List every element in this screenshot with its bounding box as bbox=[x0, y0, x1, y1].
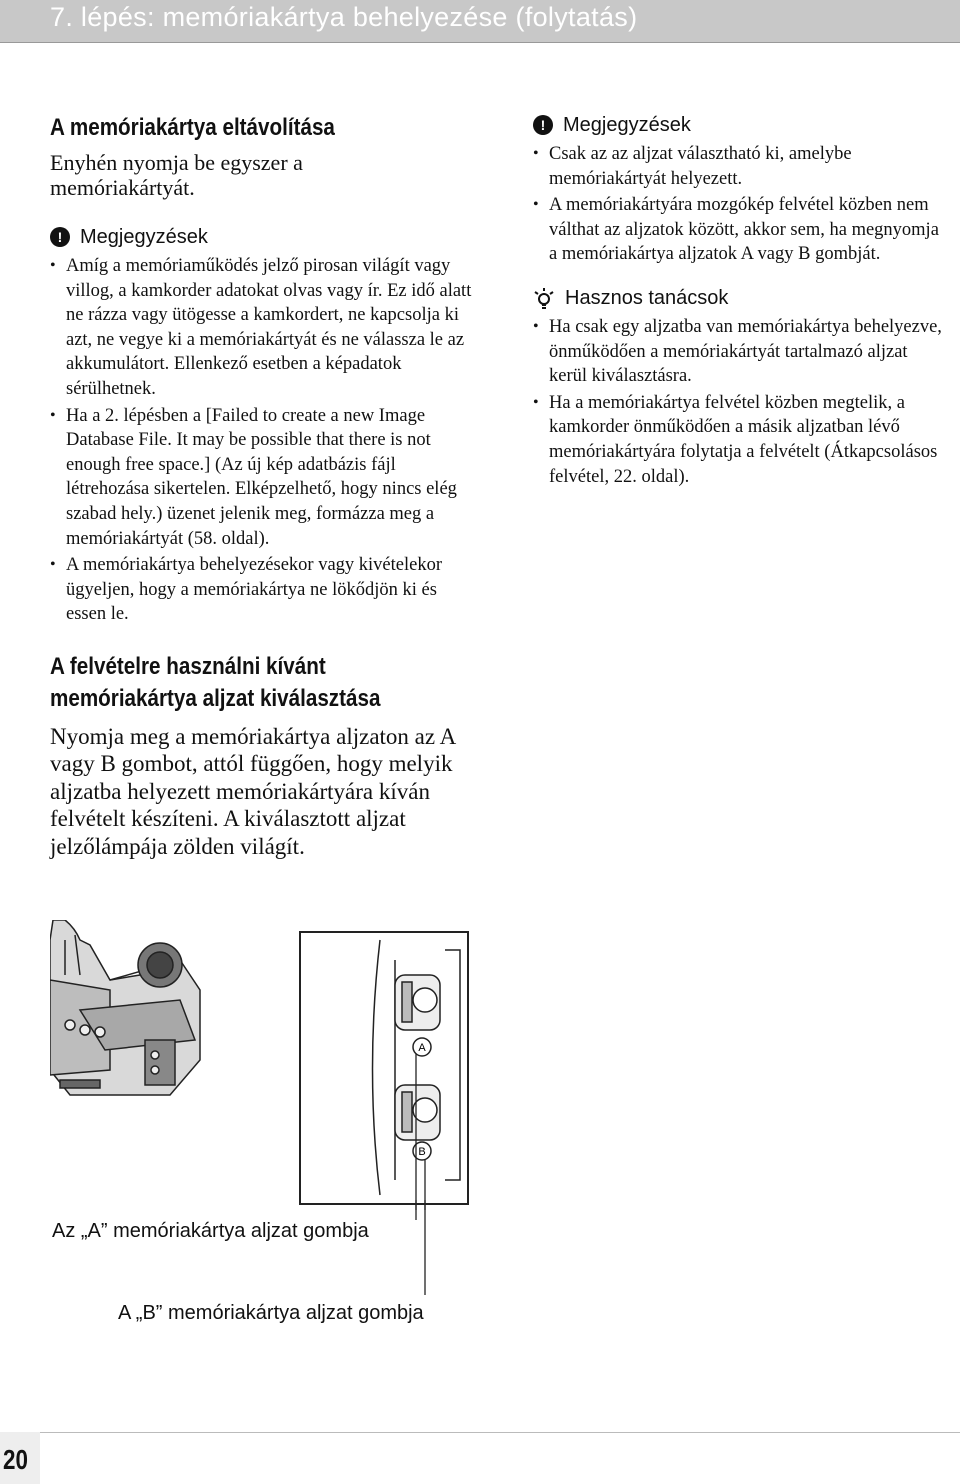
caption-slot-a: Az „A” memóriakártya aljzat gombja bbox=[52, 1220, 369, 1242]
warning-icon: ! bbox=[533, 115, 553, 135]
section-title-removal: A memóriakártya eltávolítása bbox=[50, 114, 335, 141]
notes-title-left: Megjegyzések bbox=[80, 226, 208, 248]
section-title-line: memóriakártya aljzat kiválasztása bbox=[50, 684, 381, 712]
list-item: • Csak az az aljzat választható ki, amelybe memóriakártyát helyezett. bbox=[533, 142, 948, 191]
notes-title-right: Megjegyzések bbox=[563, 114, 691, 136]
camcorder-illustration bbox=[50, 920, 475, 1210]
notes-heading-right bbox=[533, 112, 948, 138]
leader-extension bbox=[400, 1200, 440, 1300]
section-title-line: A felvételre használni kívánt bbox=[50, 652, 326, 680]
list-item: • Ha a 2. lépésben a [Failed to create a new Image Database File. It may be possible that there is not enough free space.] (Az új kép adatbázis fájl létrehozása sikertelen. Elképzelhető, hogy nincs elég szabad hely.) üzenet jelenik meg, formázza meg a memóriakártyát (58. oldal). bbox=[50, 404, 475, 552]
list-item: • Ha csak egy aljzatba van memóriakártya behelyezve, önműködően a memóriakártyát tartalmazó aljzat kerül kiválasztásra. bbox=[533, 315, 948, 389]
left-column bbox=[50, 112, 490, 860]
notes-list-right bbox=[533, 142, 948, 267]
header-rule bbox=[0, 42, 960, 43]
notes-heading-left bbox=[50, 224, 490, 250]
zoom-frame bbox=[300, 932, 468, 1204]
caption-slot-b: A „B” memóriakártya aljzat gombja bbox=[118, 1302, 424, 1324]
tips-heading bbox=[533, 285, 948, 311]
list-item: • A memóriakártya behelyezésekor vagy kivételekor ügyeljen, hogy a memóriakártya ne lökődjön ki és essen le. bbox=[50, 553, 475, 627]
tips-title: Hasznos tanácsok bbox=[565, 286, 729, 309]
slot-select-text: Nyomja meg a memóriakártya aljzaton az A vagy B gombot, attól függően, hogy melyik aljzatba helyezett memóriakártyára kíván felvételt készíteni. A kiválasztott aljzat jelzőlámpája zölden világít. bbox=[50, 723, 455, 859]
page-header bbox=[0, 0, 960, 42]
notes-list-left bbox=[50, 254, 475, 627]
list-item: • Ha a memóriakártya felvétel közben megtelik, a kamkorder önműködően a másik aljzatban lévő memóriakártyára folytatja a felvételt (Átkapcsolásos felvétel, 22. oldal). bbox=[533, 391, 948, 489]
slot-a-letter: A bbox=[418, 1042, 426, 1054]
section-title-slot-select bbox=[50, 651, 490, 715]
list-item: • A memóriakártyára mozgókép felvétel közben nem válthat az aljzatok között, akkor sem, ha megnyomja a memóriakártya aljzatok A vagy B gombját. bbox=[533, 193, 948, 267]
removal-text: Enyhén nyomja be egyszer a memóriakártyát. bbox=[50, 150, 303, 200]
page-number: 20 bbox=[3, 1444, 28, 1475]
page-title: 7. lépés: memóriakártya behelyezése (folytatás) bbox=[50, 2, 638, 32]
camcorder-body bbox=[50, 920, 200, 1095]
right-column bbox=[533, 112, 948, 491]
footer-rule bbox=[40, 1432, 960, 1433]
page-number-box bbox=[0, 1432, 40, 1484]
list-item: • Amíg a memóriaműködés jelző pirosan világít vagy villog, a kamkorder adatokat olvas vagy ír. Ez idő alatt ne rázza vagy ütögesse a kamkordert, ne kapcsolja ki azt, ne vegye ki a memóriakártyát és ne válassza le az akkumulátort. Ellenkező esetben a képadatok sérülhetnek. bbox=[50, 254, 475, 402]
lightbulb-icon bbox=[533, 287, 555, 309]
slot-b-letter: B bbox=[418, 1146, 426, 1158]
tips-list bbox=[533, 315, 948, 489]
warning-icon: ! bbox=[50, 227, 70, 247]
